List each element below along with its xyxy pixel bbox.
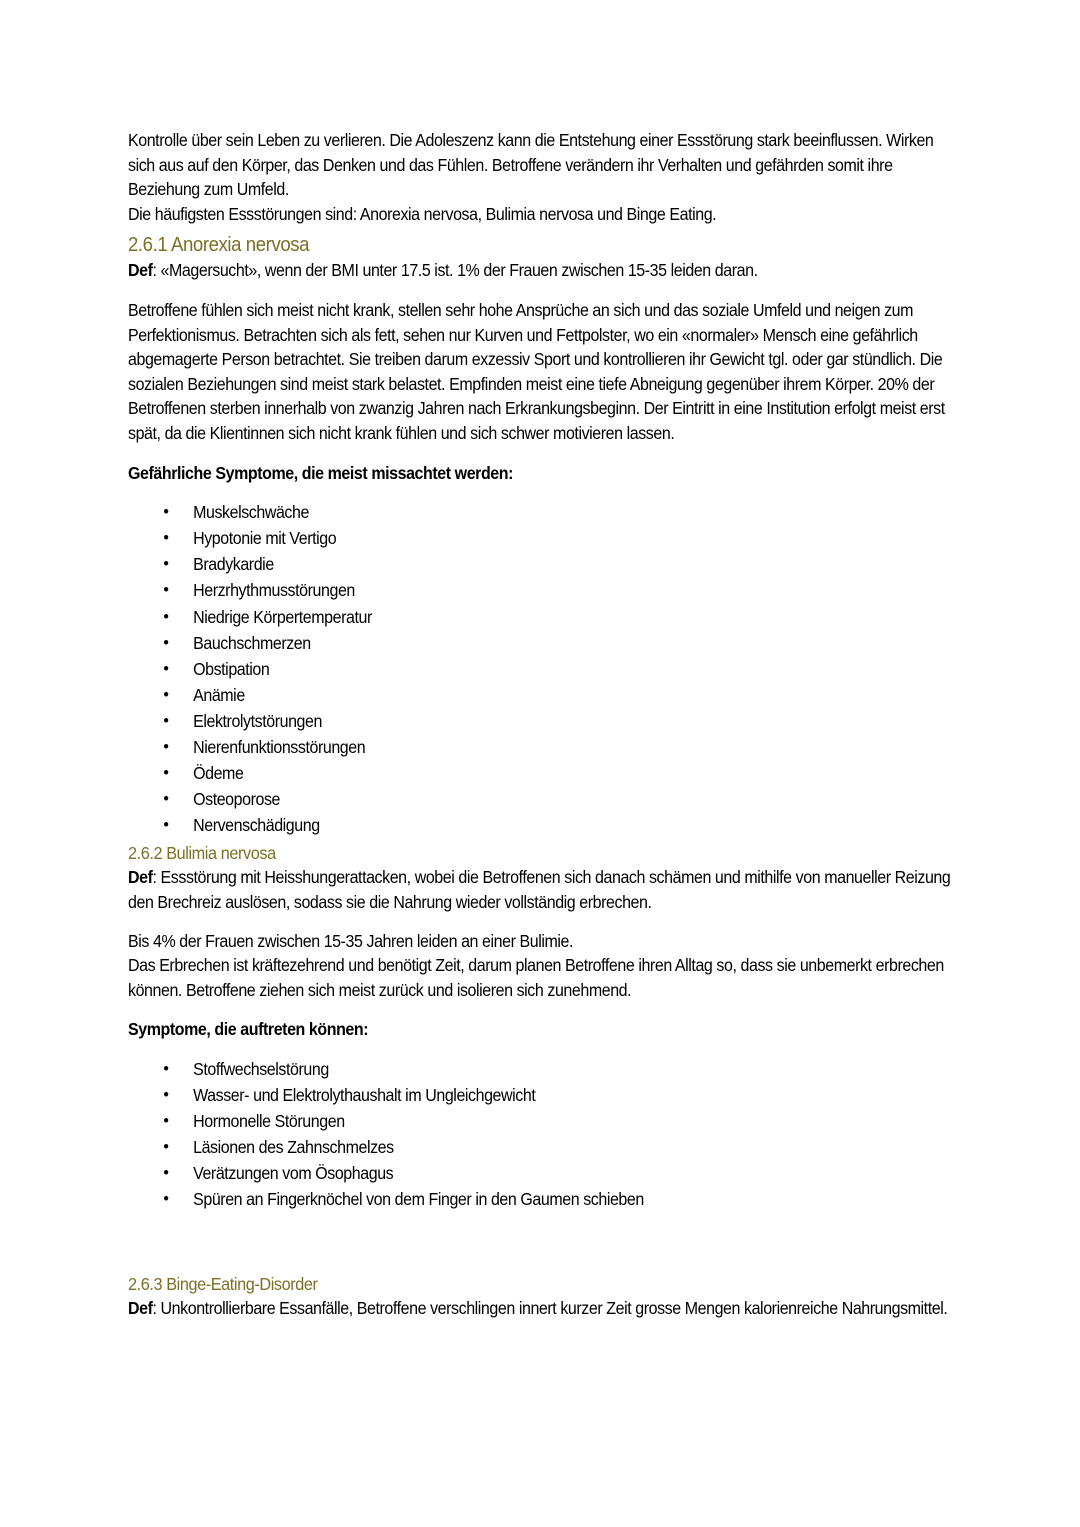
- def-text: : Essstörung mit Heisshungerattacken, wobei die Betroffenen sich danach schämen und mithilfe von manueller Reizung den Brechreiz auslösen, sodass sie die Nahrung wieder vollständig erbrechen.: [128, 867, 951, 912]
- list-item: • Verätzungen vom Ösophagus: [128, 1160, 958, 1186]
- list-item: • Nervenschädigung: [128, 812, 958, 838]
- anorexia-body: Betroffene fühlen sich meist nicht krank, stellen sehr hohe Ansprüche an sich und das soziale Umfeld und neigen zum Perfektionismus. Betrachten sich als fett, sehen nur Kurven und Fettpolster, wo ein «normaler» Mensch eine gefährlich abgemagerte Person betrachtet. Sie treiben darum exzessiv Sport und kontrollieren ihr Gewicht tgl. oder gar stündlich. Die sozialen Beziehungen sind meist stark belastet. Empfinden meist eine tiefe Abneigung gegenüber ihrem Körper. 20% der Betroffenen sterben innerhalb von zwanzig Jahren nach Erkrankungsbeginn. Der Eintritt in eine Institution erfolgt meist erst spät, da die Klientinnen sich nicht krank fühlen und sich schwer motivieren lassen.: [128, 299, 945, 443]
- def-label: Def: [128, 867, 153, 888]
- list-item: • Wasser- und Elektrolythaushalt im Ungleichgewicht: [128, 1082, 958, 1108]
- list-item: • Stoffwechselstörung: [128, 1056, 958, 1082]
- list-item: • Obstipation: [128, 656, 958, 682]
- list-item: • Bauchschmerzen: [128, 630, 958, 656]
- def-text: : «Magersucht», wenn der BMI unter 17.5 ist. 1% der Frauen zwischen 15-35 leiden daran.: [152, 260, 758, 281]
- list-item: • Muskelschwäche: [128, 499, 958, 525]
- def-text: : Unkontrollierbare Essanfälle, Betroffene verschlingen innert kurzer Zeit grosse Mengen kalorienreiche Nahrungsmittel.: [152, 1298, 948, 1319]
- list-item: • Elektrolytstörungen: [128, 708, 958, 734]
- document-page: [128, 128, 958, 1321]
- list-item: • Anämie: [128, 682, 958, 708]
- list-item: • Hypotonie mit Vertigo: [128, 525, 958, 551]
- def-label: Def: [128, 260, 153, 281]
- list-item: • Niedrige Körpertemperatur: [128, 604, 958, 630]
- bulimia-symptoms-heading: Symptome, die auftreten können:: [128, 1019, 369, 1040]
- bulimia-body: Das Erbrechen ist kräftezehrend und benötigt Zeit, darum planen Betroffene ihren Alltag so, dass sie unbemerkt erbrechen können. Betroffene ziehen sich meist zurück und isolieren sich zunehmend.: [128, 955, 944, 1000]
- heading-binge-eating: 2.6.3 Binge-Eating-Disorder: [128, 1274, 318, 1295]
- anorexia-definition: [128, 258, 958, 283]
- bulimia-definition: [128, 865, 958, 914]
- list-item: • Ödeme: [128, 760, 958, 786]
- list-item: • Hormonelle Störungen: [128, 1108, 958, 1134]
- def-label: Def: [128, 1298, 153, 1319]
- list-item: • Bradykardie: [128, 551, 958, 577]
- intro-summary: Die häufigsten Essstörungen sind: Anorexia nervosa, Bulimia nervosa und Binge Eating.: [128, 203, 717, 224]
- list-item: • Läsionen des Zahnschmelzes: [128, 1134, 958, 1160]
- anorexia-symptom-list: [128, 499, 958, 838]
- bulimia-symptom-list: [128, 1056, 958, 1213]
- binge-definition: [128, 1296, 958, 1321]
- heading-bulimia: 2.6.2 Bulimia nervosa: [128, 843, 276, 864]
- anorexia-symptoms-heading: Gefährliche Symptome, die meist missachtet werden:: [128, 462, 514, 483]
- bulimia-prevalence: Bis 4% der Frauen zwischen 15-35 Jahren leiden an einer Bulimie.: [128, 930, 574, 951]
- heading-anorexia: 2.6.1 Anorexia nervosa: [128, 234, 310, 257]
- intro-paragraph: Kontrolle über sein Leben zu verlieren. Die Adoleszenz kann die Entstehung einer Essstörung stark beeinflussen. Wirken sich aus auf den Körper, das Denken und das Fühlen. Betroffene verändern ihr Verhalten und gefährden somit ihre Beziehung zum Umfeld.: [128, 130, 934, 200]
- list-item: • Osteoporose: [128, 786, 958, 812]
- list-item: • Spüren an Fingerknöchel von dem Finger in den Gaumen schieben: [128, 1186, 958, 1212]
- list-item: • Nierenfunktionsstörungen: [128, 734, 958, 760]
- list-item: • Herzrhythmusstörungen: [128, 577, 958, 603]
